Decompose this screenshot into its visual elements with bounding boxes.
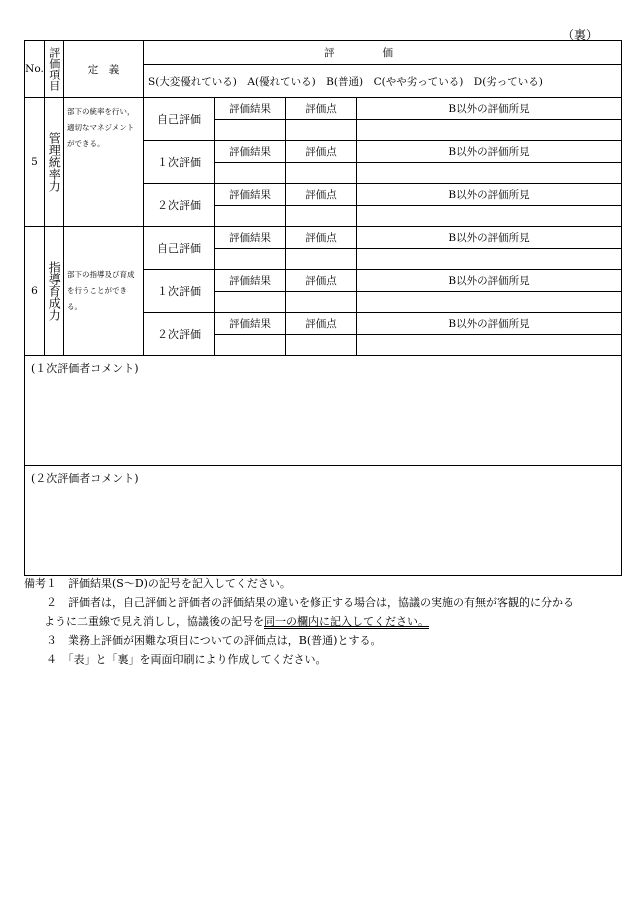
points-cell[interactable] [286, 249, 357, 270]
second-comment-label: (２次評価者コメント) [31, 472, 139, 485]
result-header: 評価結果 [215, 141, 286, 163]
result-cell[interactable] [215, 120, 286, 141]
points-cell[interactable] [286, 206, 357, 227]
note-2-cont: ように二重線で見え消しし，協議後の記号を同一の欄内に記入してください。 [44, 615, 429, 628]
result-header: 評価結果 [215, 184, 286, 206]
item-name: 指導育成力 [45, 227, 64, 356]
item-name: 管理統率力 [45, 98, 64, 227]
opinion-header: B以外の評価所見 [357, 270, 622, 292]
result-header: 評価結果 [215, 313, 286, 335]
evaluation-table [24, 40, 622, 576]
result-cell[interactable] [215, 249, 286, 270]
item-definition: 部下の統率を行い，適切なマネジメントができる。 [64, 98, 144, 227]
opinion-cell[interactable] [357, 335, 622, 356]
points-cell[interactable] [286, 163, 357, 184]
points-header: 評価点 [286, 141, 357, 163]
points-cell[interactable] [286, 292, 357, 313]
result-cell[interactable] [215, 292, 286, 313]
note-3: ３ 業務上評価が困難な項目についての評価点は，B(普通)とする。 [46, 634, 382, 647]
points-header: 評価点 [286, 313, 357, 335]
stage-self: 自己評価 [144, 227, 215, 270]
remarks [24, 574, 614, 669]
note-2-underlined: 同一の欄内に記入してください。 [264, 615, 429, 628]
opinion-header: B以外の評価所見 [357, 313, 622, 335]
opinion-cell[interactable] [357, 120, 622, 141]
item-no: 5 [25, 98, 45, 227]
stage-self: 自己評価 [144, 98, 215, 141]
points-header: 評価点 [286, 227, 357, 249]
stage-first: １次評価 [144, 270, 215, 313]
result-header: 評価結果 [215, 270, 286, 292]
stage-second: ２次評価 [144, 313, 215, 356]
header-evaluation: 評価 [144, 41, 622, 65]
opinion-header: B以外の評価所見 [357, 98, 622, 120]
header-definition: 定 義 [64, 41, 144, 98]
first-comment-label: (１次評価者コメント) [31, 362, 139, 375]
evaluation-scale: S(大変優れている) A(優れている) B(普通) C(やや劣っている) D(劣っている) [144, 65, 622, 98]
opinion-cell[interactable] [357, 292, 622, 313]
opinion-header: B以外の評価所見 [357, 184, 622, 206]
first-evaluator-comment[interactable] [25, 356, 622, 466]
stage-second: ２次評価 [144, 184, 215, 227]
note-2: ２ 評価者は，自己評価と評価者の評価結果の違いを修正する場合は，協議の実施の有無が客観的に分かる [46, 596, 574, 609]
points-header: 評価点 [286, 184, 357, 206]
header-item: 評価項目 [45, 41, 64, 98]
opinion-cell[interactable] [357, 206, 622, 227]
note-4: ４ 「表」と「裏」を両面印刷により作成してください。 [46, 653, 327, 666]
points-cell[interactable] [286, 335, 357, 356]
item-no: 6 [25, 227, 45, 356]
result-cell[interactable] [215, 163, 286, 184]
opinion-cell[interactable] [357, 249, 622, 270]
second-evaluator-comment[interactable] [25, 466, 622, 576]
points-cell[interactable] [286, 120, 357, 141]
result-cell[interactable] [215, 335, 286, 356]
points-header: 評価点 [286, 98, 357, 120]
opinion-header: B以外の評価所見 [357, 141, 622, 163]
points-header: 評価点 [286, 270, 357, 292]
page-side-label: （裏） [561, 28, 598, 42]
opinion-cell[interactable] [357, 163, 622, 184]
item-definition: 部下の指導及び育成を行うことができる。 [64, 227, 144, 356]
result-cell[interactable] [215, 206, 286, 227]
stage-first: １次評価 [144, 141, 215, 184]
note-1: 備考１ 評価結果(S～D)の記号を記入してください。 [24, 577, 291, 590]
result-header: 評価結果 [215, 98, 286, 120]
header-no: No. [25, 41, 45, 98]
opinion-header: B以外の評価所見 [357, 227, 622, 249]
result-header: 評価結果 [215, 227, 286, 249]
